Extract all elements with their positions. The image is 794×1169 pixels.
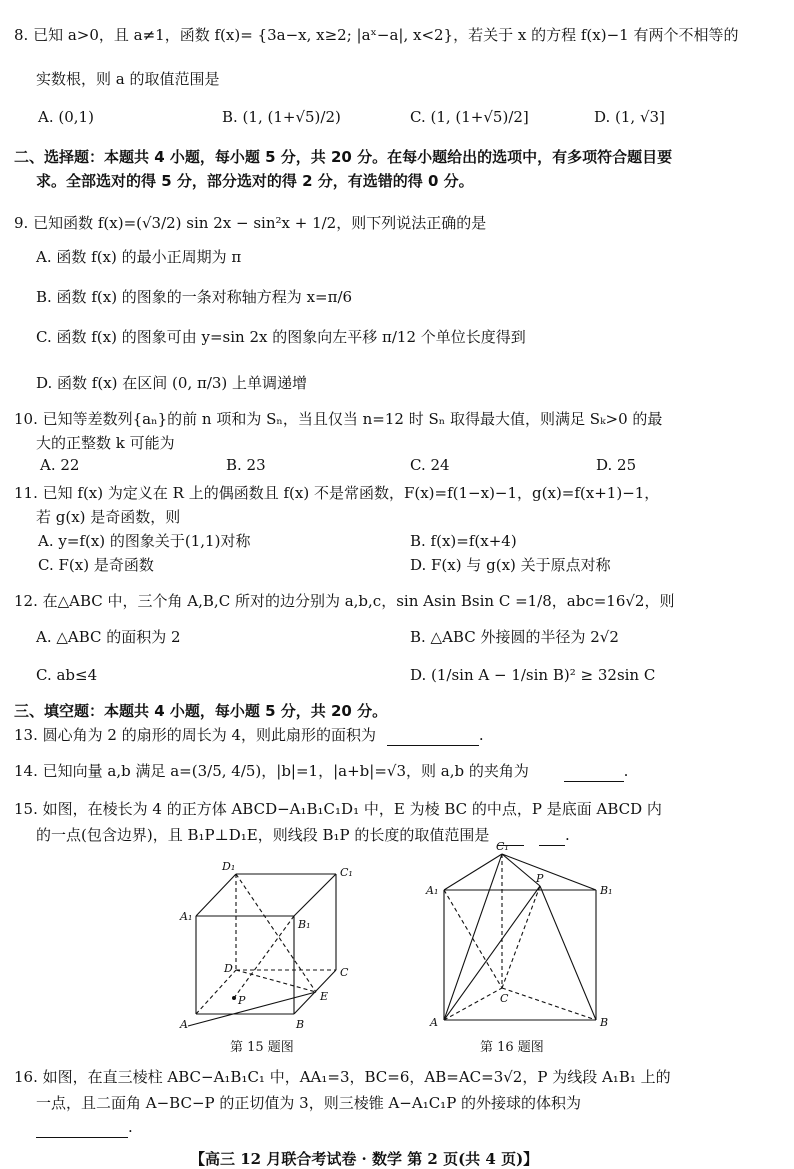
section3-heading: 三、填空题：本题共 4 小题，每小题 5 分，共 20 分。 (14, 702, 388, 720)
q10-line2: 大的正整数 k 可能为 (36, 434, 175, 452)
q12-option-d: D. (1/sin A − 1/sin B)² ≥ 32sin C (410, 666, 656, 684)
q10-option-d: D. 25 (596, 456, 637, 474)
q10-option-b: B. 23 (226, 456, 266, 474)
label-c: C (500, 992, 509, 1005)
segment-a-c1 (444, 854, 502, 1020)
q16-answer-blank[interactable] (36, 1121, 128, 1138)
q14-text: 14. 已知向量 a,b 满足 a=(3/5, 4/5)，|b|=1，|a+b|=√3，则 a,b 的夹角为 (14, 762, 529, 780)
point-p (232, 996, 236, 1000)
label-a1: A₁ (180, 910, 193, 923)
q9-option-d: D. 函数 f(x) 在区间 (0, π/3) 上单调递增 (36, 374, 308, 392)
q16-answer: . (36, 1116, 133, 1138)
q11-line1: 11. 已知 f(x) 为定义在 R 上的偶函数且 f(x) 不是常函数，F(x)=f(1−x)−1，g(x)=f(x+1)−1， (14, 484, 660, 502)
figure-15-cube (166, 852, 378, 1036)
label-d: D (224, 962, 233, 975)
label-a1: A₁ (426, 884, 439, 897)
segment-a-p (444, 886, 540, 1020)
q8-option-a: A. (0,1) (38, 108, 94, 126)
edge-a-c (444, 988, 502, 1020)
q11-line2: 若 g(x) 是奇函数，则 (36, 508, 181, 526)
q14-answer-blank[interactable] (564, 765, 624, 782)
q8-line1: 8. 已知 a>0，且 a≠1，函数 f(x)= {3a−x, x≥2; |aˣ−a|, x<2}，若关于 x 的方程 f(x)−1 有两个不相等的 (14, 26, 739, 44)
q8-option-c: C. (1, (1+√5)/2] (410, 108, 529, 126)
segment-d-e (236, 970, 316, 992)
q10-line1: 10. 已知等差数列{aₙ}的前 n 项和为 Sₙ，当且仅当 n=12 时 Sₙ 取得最大值，则满足 Sₖ>0 的最 (14, 410, 663, 428)
edge-b1-c1 (294, 874, 336, 916)
section2-instructions: 求。全部选对的得 5 分，部分选对的得 2 分，有选错的得 0 分。 (36, 172, 474, 190)
edge-a1-c1 (444, 854, 502, 890)
label-d1: D₁ (222, 860, 236, 873)
q11-option-a: A. y=f(x) 的图象关于(1,1)对称 (38, 532, 251, 550)
q12-stem: 12. 在△ABC 中，三个角 A,B,C 所对的边分别为 a,b,c，sin Asin Bsin C =1/8，abc=16√2，则 (14, 592, 675, 610)
label-p: P (536, 872, 544, 885)
q11-option-d: D. F(x) 与 g(x) 关于原点对称 (410, 556, 611, 574)
label-c1: C₁ (340, 866, 353, 879)
segment-p-b (540, 886, 596, 1020)
q13: 13. 圆心角为 2 的扇形的周长为 4，则此扇形的面积为 . (14, 726, 484, 744)
label-p: P (238, 994, 246, 1007)
label-c: C (340, 966, 349, 979)
q15-line1: 15. 如图，在棱长为 4 的正方体 ABCD−A₁B₁C₁D₁ 中，E 为棱 BC 的中点，P 是底面 ABCD 内 (14, 800, 662, 818)
label-a: A (430, 1016, 438, 1029)
label-c1: C₁ (496, 840, 509, 853)
q16-line2: 一点，且二面角 A−BC−P 的正切值为 3，则三棱锥 A−A₁C₁P 的外接球的体积为 (36, 1094, 582, 1112)
segment-c1-p (502, 854, 540, 886)
label-b1: B₁ (600, 884, 613, 897)
segment-p-c (502, 886, 540, 988)
label-b1: B₁ (298, 918, 311, 931)
page-footer: 【高三 12 月联合考试卷 · 数学 第 2 页(共 4 页)】 (190, 1150, 539, 1168)
q8-option-b: B. (1, (1+√5)/2) (222, 108, 341, 126)
section2-heading: 二、选择题：本题共 4 小题，每小题 5 分，共 20 分。在每小题给出的选项中，有多项符合题目要 (14, 148, 673, 166)
q12-option-c: C. ab≤4 (36, 666, 98, 684)
segment-d1-e (236, 874, 316, 992)
figure-15-caption: 第 15 题图 (230, 1040, 294, 1055)
q9-option-b: B. 函数 f(x) 的图象的一条对称轴方程为 x=π/6 (36, 288, 353, 306)
q9-option-a: A. 函数 f(x) 的最小正周期为 π (36, 248, 242, 266)
label-e: E (320, 990, 329, 1003)
segment-a1-c (444, 890, 502, 988)
q9-stem: 9. 已知函数 f(x)=(√3/2) sin 2x − sin²x + 1/2，则下列说法正确的是 (14, 214, 487, 232)
q14: 14. 已知向量 a,b 满足 a=(3/5, 4/5)，|b|=1，|a+b|=√3，则 a,b 的夹角为 . (14, 762, 629, 780)
q13-answer-blank[interactable] (387, 729, 479, 746)
q16-line1: 16. 如图，在直三棱柱 ABC−A₁B₁C₁ 中，AA₁=3，BC=6，AB=AC=3√2，P 为线段 A₁B₁ 上的 (14, 1068, 671, 1086)
q11-option-b: B. f(x)=f(x+4) (410, 532, 517, 550)
edge-c-b (502, 988, 596, 1020)
q11-option-c: C. F(x) 是奇函数 (38, 556, 154, 574)
q12-option-a: A. △ABC 的面积为 2 (36, 628, 181, 646)
edge-c1-b1 (502, 854, 596, 890)
q13-text: 13. 圆心角为 2 的扇形的周长为 4，则此扇形的面积为 (14, 726, 377, 744)
label-a: A (180, 1018, 188, 1031)
q15-line2: 的一点(包含边界)，且 B₁P⊥D₁E，则线段 B₁P 的长度的取值范围是 . (36, 826, 570, 844)
q9-option-c: C. 函数 f(x) 的图象可由 y=sin 2x 的图象向左平移 π/12 个单位长度得到 (36, 328, 526, 346)
label-b: B (296, 1018, 305, 1031)
segment-b1-p (234, 916, 294, 998)
edge-a-d (196, 970, 236, 1014)
q15-line2-text: 的一点(包含边界)，且 B₁P⊥D₁E，则线段 B₁P 的长度的取值范围是 (36, 826, 490, 844)
q12-option-b: B. △ABC 外接圆的半径为 2√2 (410, 628, 619, 646)
q8-option-d: D. (1, √3] (594, 108, 665, 126)
q10-option-a: A. 22 (40, 456, 80, 474)
q10-option-c: C. 24 (410, 456, 450, 474)
edge-a1-d1 (196, 874, 236, 916)
q8-line2: 实数根，则 a 的取值范围是 (36, 70, 220, 88)
label-b: B (600, 1016, 609, 1029)
figure-16-prism (420, 840, 624, 1034)
figure-16-caption: 第 16 题图 (480, 1040, 544, 1055)
